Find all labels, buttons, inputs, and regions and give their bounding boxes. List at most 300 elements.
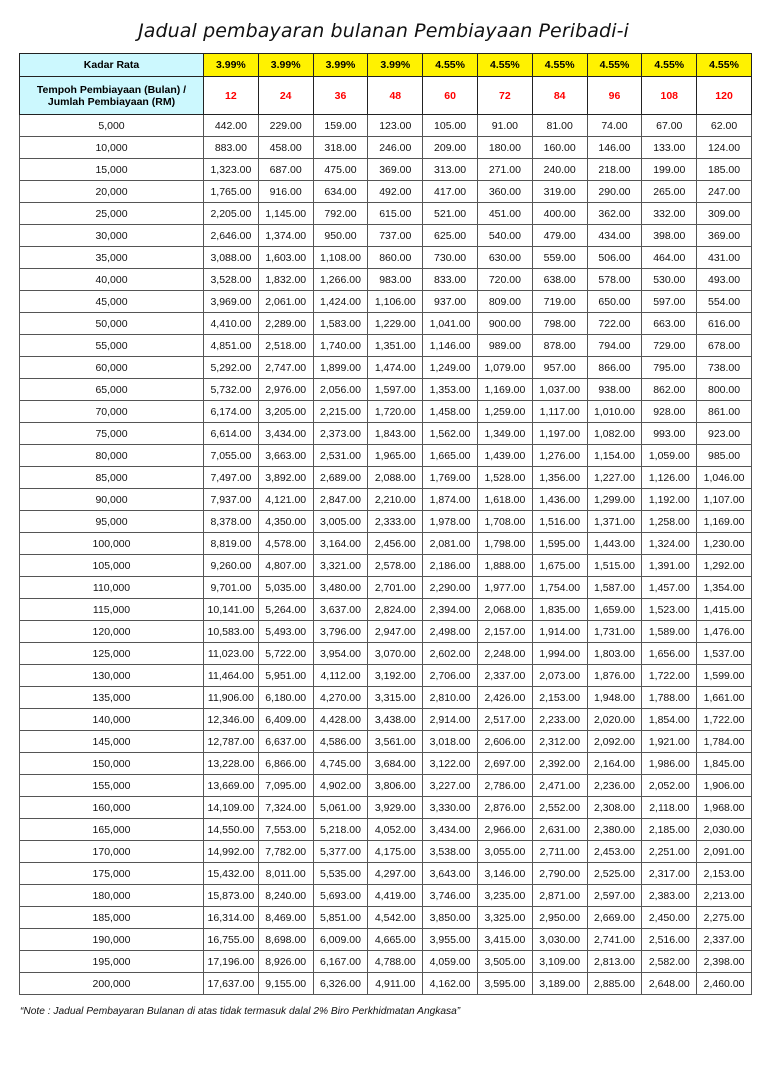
table-row (20, 709, 752, 731)
monthly-payment-cell: 2,030.00 (697, 819, 752, 841)
monthly-payment-cell: 12,346.00 (204, 709, 259, 731)
monthly-payment-cell: 2,741.00 (587, 929, 642, 951)
monthly-payment-cell: 4,112.00 (313, 665, 368, 687)
monthly-payment-cell: 5,218.00 (313, 819, 368, 841)
monthly-payment-cell: 133.00 (642, 137, 697, 159)
monthly-payment-cell: 729.00 (642, 335, 697, 357)
monthly-payment-cell: 2,020.00 (587, 709, 642, 731)
monthly-payment-cell: 1,258.00 (642, 511, 697, 533)
monthly-payment-cell: 730.00 (423, 247, 478, 269)
financing-amount-cell: 5,000 (20, 115, 204, 137)
monthly-payment-cell: 928.00 (642, 401, 697, 423)
monthly-payment-cell: 1,046.00 (697, 467, 752, 489)
monthly-payment-cell: 10,141.00 (204, 599, 259, 621)
financing-amount-cell: 75,000 (20, 423, 204, 445)
monthly-payment-cell: 493.00 (697, 269, 752, 291)
monthly-payment-cell: 6,637.00 (258, 731, 313, 753)
monthly-payment-cell: 3,055.00 (477, 841, 532, 863)
monthly-payment-cell: 1,740.00 (313, 335, 368, 357)
monthly-payment-cell: 3,643.00 (423, 863, 478, 885)
monthly-payment-cell: 1,788.00 (642, 687, 697, 709)
monthly-payment-cell: 3,030.00 (532, 929, 587, 951)
monthly-payment-cell: 2,236.00 (587, 775, 642, 797)
monthly-payment-cell: 4,297.00 (368, 863, 423, 885)
monthly-payment-cell: 738.00 (697, 357, 752, 379)
monthly-payment-cell: 993.00 (642, 423, 697, 445)
monthly-payment-cell: 7,782.00 (258, 841, 313, 863)
monthly-payment-cell: 3,850.00 (423, 907, 478, 929)
monthly-payment-cell: 265.00 (642, 181, 697, 203)
table-row (20, 885, 752, 907)
table-row (20, 841, 752, 863)
monthly-payment-cell: 2,081.00 (423, 533, 478, 555)
table-row (20, 929, 752, 951)
monthly-payment-cell: 2,914.00 (423, 709, 478, 731)
monthly-payment-cell: 7,497.00 (204, 467, 259, 489)
monthly-payment-cell: 1,349.00 (477, 423, 532, 445)
monthly-payment-cell: 1,843.00 (368, 423, 423, 445)
monthly-payment-cell: 9,260.00 (204, 555, 259, 577)
monthly-payment-cell: 247.00 (697, 181, 752, 203)
monthly-payment-cell: 983.00 (368, 269, 423, 291)
monthly-payment-cell: 17,196.00 (204, 951, 259, 973)
financing-amount-cell: 155,000 (20, 775, 204, 797)
monthly-payment-cell: 2,711.00 (532, 841, 587, 863)
monthly-payment-cell: 2,669.00 (587, 907, 642, 929)
monthly-payment-cell: 4,270.00 (313, 687, 368, 709)
monthly-payment-cell: 4,428.00 (313, 709, 368, 731)
tenor-cell: 48 (368, 77, 423, 115)
tenor-cell: 84 (532, 77, 587, 115)
monthly-payment-cell: 14,550.00 (204, 819, 259, 841)
monthly-payment-cell: 4,911.00 (368, 973, 423, 995)
rate-cell: 4.55% (587, 54, 642, 77)
monthly-payment-cell: 1,835.00 (532, 599, 587, 621)
monthly-payment-cell: 800.00 (697, 379, 752, 401)
monthly-payment-cell: 2,333.00 (368, 511, 423, 533)
monthly-payment-cell: 417.00 (423, 181, 478, 203)
monthly-payment-cell: 9,155.00 (258, 973, 313, 995)
table-row (20, 137, 752, 159)
monthly-payment-cell: 630.00 (477, 247, 532, 269)
monthly-payment-cell: 6,326.00 (313, 973, 368, 995)
monthly-payment-cell: 3,528.00 (204, 269, 259, 291)
monthly-payment-cell: 2,061.00 (258, 291, 313, 313)
monthly-payment-cell: 160.00 (532, 137, 587, 159)
table-row (20, 973, 752, 995)
monthly-payment-cell: 2,153.00 (697, 863, 752, 885)
monthly-payment-cell: 1,424.00 (313, 291, 368, 313)
monthly-payment-cell: 2,205.00 (204, 203, 259, 225)
monthly-payment-cell: 678.00 (697, 335, 752, 357)
monthly-payment-cell: 2,947.00 (368, 621, 423, 643)
financing-amount-cell: 35,000 (20, 247, 204, 269)
monthly-payment-cell: 124.00 (697, 137, 752, 159)
footnote: “Note : Jadual Pembayaran Bulanan di atas tidak termasuk dalal 2% Biro Perkhidmatan Angkasa” (20, 1006, 461, 1017)
monthly-payment-cell: 1,059.00 (642, 445, 697, 467)
monthly-payment-cell: 794.00 (587, 335, 642, 357)
monthly-payment-cell: 2,706.00 (423, 665, 478, 687)
monthly-payment-cell: 540.00 (477, 225, 532, 247)
rate-cell: 4.55% (532, 54, 587, 77)
monthly-payment-cell: 3,929.00 (368, 797, 423, 819)
monthly-payment-cell: 1,323.00 (204, 159, 259, 181)
monthly-payment-cell: 3,637.00 (313, 599, 368, 621)
rate-header-row (20, 54, 752, 77)
financing-amount-cell: 15,000 (20, 159, 204, 181)
monthly-payment-cell: 319.00 (532, 181, 587, 203)
monthly-payment-cell: 638.00 (532, 269, 587, 291)
monthly-payment-cell: 2,275.00 (697, 907, 752, 929)
monthly-payment-cell: 554.00 (697, 291, 752, 313)
monthly-payment-cell: 3,684.00 (368, 753, 423, 775)
monthly-payment-cell: 2,689.00 (313, 467, 368, 489)
monthly-payment-cell: 1,769.00 (423, 467, 478, 489)
monthly-payment-cell: 16,755.00 (204, 929, 259, 951)
monthly-payment-cell: 1,276.00 (532, 445, 587, 467)
monthly-payment-cell: 2,088.00 (368, 467, 423, 489)
monthly-payment-cell: 2,456.00 (368, 533, 423, 555)
monthly-payment-cell: 8,819.00 (204, 533, 259, 555)
monthly-payment-cell: 4,410.00 (204, 313, 259, 335)
monthly-payment-cell: 1,720.00 (368, 401, 423, 423)
monthly-payment-cell: 2,453.00 (587, 841, 642, 863)
monthly-payment-cell: 2,471.00 (532, 775, 587, 797)
monthly-payment-cell: 4,162.00 (423, 973, 478, 995)
monthly-payment-cell: 16,314.00 (204, 907, 259, 929)
monthly-payment-cell: 6,180.00 (258, 687, 313, 709)
monthly-payment-cell: 2,847.00 (313, 489, 368, 511)
monthly-payment-cell: 2,312.00 (532, 731, 587, 753)
monthly-payment-cell: 13,669.00 (204, 775, 259, 797)
table-row (20, 797, 752, 819)
monthly-payment-cell: 2,317.00 (642, 863, 697, 885)
monthly-payment-cell: 7,055.00 (204, 445, 259, 467)
monthly-payment-cell: 442.00 (204, 115, 259, 137)
table-row (20, 511, 752, 533)
financing-amount-cell: 115,000 (20, 599, 204, 621)
monthly-payment-cell: 559.00 (532, 247, 587, 269)
financing-amount-cell: 195,000 (20, 951, 204, 973)
financing-amount-cell: 140,000 (20, 709, 204, 731)
monthly-payment-cell: 1,108.00 (313, 247, 368, 269)
monthly-payment-cell: 6,409.00 (258, 709, 313, 731)
table-row (20, 313, 752, 335)
monthly-payment-cell: 634.00 (313, 181, 368, 203)
rate-header-label: Kadar Rata (20, 54, 204, 77)
financing-amount-cell: 125,000 (20, 643, 204, 665)
tenor-cell: 96 (587, 77, 642, 115)
financing-amount-cell: 135,000 (20, 687, 204, 709)
monthly-payment-cell: 719.00 (532, 291, 587, 313)
monthly-payment-cell: 1,603.00 (258, 247, 313, 269)
monthly-payment-cell: 2,213.00 (697, 885, 752, 907)
monthly-payment-cell: 1,722.00 (697, 709, 752, 731)
monthly-payment-cell: 2,068.00 (477, 599, 532, 621)
table-row (20, 577, 752, 599)
monthly-payment-cell: 11,464.00 (204, 665, 259, 687)
monthly-payment-cell: 4,665.00 (368, 929, 423, 951)
monthly-payment-cell: 2,786.00 (477, 775, 532, 797)
monthly-payment-cell: 5,535.00 (313, 863, 368, 885)
financing-amount-cell: 190,000 (20, 929, 204, 951)
monthly-payment-cell: 1,921.00 (642, 731, 697, 753)
rate-cell: 3.99% (313, 54, 368, 77)
monthly-payment-cell: 6,167.00 (313, 951, 368, 973)
monthly-payment-cell: 506.00 (587, 247, 642, 269)
monthly-payment-cell: 937.00 (423, 291, 478, 313)
monthly-payment-cell: 81.00 (532, 115, 587, 137)
monthly-payment-cell: 5,035.00 (258, 577, 313, 599)
monthly-payment-cell: 2,648.00 (642, 973, 697, 995)
financing-amount-cell: 80,000 (20, 445, 204, 467)
monthly-payment-cell: 3,315.00 (368, 687, 423, 709)
monthly-payment-cell: 1,079.00 (477, 357, 532, 379)
monthly-payment-cell: 2,056.00 (313, 379, 368, 401)
monthly-payment-cell: 1,374.00 (258, 225, 313, 247)
monthly-payment-cell: 530.00 (642, 269, 697, 291)
monthly-payment-cell: 400.00 (532, 203, 587, 225)
monthly-payment-cell: 5,693.00 (313, 885, 368, 907)
monthly-payment-cell: 434.00 (587, 225, 642, 247)
monthly-payment-cell: 218.00 (587, 159, 642, 181)
monthly-payment-cell: 3,088.00 (204, 247, 259, 269)
table-row (20, 599, 752, 621)
table-row (20, 203, 752, 225)
monthly-payment-cell: 2,976.00 (258, 379, 313, 401)
monthly-payment-cell: 2,426.00 (477, 687, 532, 709)
monthly-payment-cell: 4,059.00 (423, 951, 478, 973)
monthly-payment-cell: 1,523.00 (642, 599, 697, 621)
monthly-payment-cell: 492.00 (368, 181, 423, 203)
monthly-payment-cell: 199.00 (642, 159, 697, 181)
monthly-payment-cell: 8,240.00 (258, 885, 313, 907)
monthly-payment-cell: 1,597.00 (368, 379, 423, 401)
monthly-payment-cell: 2,646.00 (204, 225, 259, 247)
table-row (20, 863, 752, 885)
monthly-payment-cell: 1,259.00 (477, 401, 532, 423)
monthly-payment-cell: 6,174.00 (204, 401, 259, 423)
financing-amount-cell: 150,000 (20, 753, 204, 775)
table-row (20, 247, 752, 269)
monthly-payment-cell: 597.00 (642, 291, 697, 313)
monthly-payment-cell: 91.00 (477, 115, 532, 137)
monthly-payment-cell: 2,824.00 (368, 599, 423, 621)
monthly-payment-cell: 3,227.00 (423, 775, 478, 797)
table-row (20, 335, 752, 357)
monthly-payment-cell: 1,765.00 (204, 181, 259, 203)
monthly-payment-cell: 1,169.00 (477, 379, 532, 401)
monthly-payment-cell: 1,154.00 (587, 445, 642, 467)
monthly-payment-cell: 2,966.00 (477, 819, 532, 841)
monthly-payment-cell: 2,392.00 (532, 753, 587, 775)
monthly-payment-cell: 2,153.00 (532, 687, 587, 709)
table-row (20, 401, 752, 423)
monthly-payment-cell: 2,602.00 (423, 643, 478, 665)
monthly-payment-cell: 1,457.00 (642, 577, 697, 599)
monthly-payment-cell: 4,121.00 (258, 489, 313, 511)
monthly-payment-cell: 3,954.00 (313, 643, 368, 665)
monthly-payment-cell: 209.00 (423, 137, 478, 159)
financing-amount-cell: 50,000 (20, 313, 204, 335)
monthly-payment-cell: 1,994.00 (532, 643, 587, 665)
monthly-payment-cell: 5,493.00 (258, 621, 313, 643)
tenor-cell: 108 (642, 77, 697, 115)
monthly-payment-cell: 2,373.00 (313, 423, 368, 445)
monthly-payment-cell: 1,415.00 (697, 599, 752, 621)
tenor-cell: 12 (204, 77, 259, 115)
monthly-payment-cell: 985.00 (697, 445, 752, 467)
financing-amount-cell: 40,000 (20, 269, 204, 291)
monthly-payment-cell: 1,599.00 (697, 665, 752, 687)
monthly-payment-cell: 2,582.00 (642, 951, 697, 973)
financing-amount-cell: 180,000 (20, 885, 204, 907)
monthly-payment-cell: 2,701.00 (368, 577, 423, 599)
monthly-payment-cell: 451.00 (477, 203, 532, 225)
tenor-header-label-line2: Jumlah Pembiayaan (RM) (47, 95, 176, 108)
monthly-payment-cell: 2,606.00 (477, 731, 532, 753)
monthly-payment-cell: 240.00 (532, 159, 587, 181)
table-row (20, 643, 752, 665)
monthly-payment-cell: 2,394.00 (423, 599, 478, 621)
monthly-payment-cell: 4,902.00 (313, 775, 368, 797)
monthly-payment-cell: 3,561.00 (368, 731, 423, 753)
monthly-payment-cell: 14,992.00 (204, 841, 259, 863)
monthly-payment-cell: 1,948.00 (587, 687, 642, 709)
monthly-payment-cell: 3,538.00 (423, 841, 478, 863)
monthly-payment-cell: 4,542.00 (368, 907, 423, 929)
monthly-payment-cell: 3,164.00 (313, 533, 368, 555)
monthly-payment-cell: 62.00 (697, 115, 752, 137)
monthly-payment-cell: 878.00 (532, 335, 587, 357)
monthly-payment-cell: 2,215.00 (313, 401, 368, 423)
monthly-payment-cell: 1,436.00 (532, 489, 587, 511)
monthly-payment-cell: 4,807.00 (258, 555, 313, 577)
monthly-payment-cell: 1,986.00 (642, 753, 697, 775)
monthly-payment-cell: 6,009.00 (313, 929, 368, 951)
tenor-header-row (20, 77, 752, 115)
monthly-payment-cell: 3,109.00 (532, 951, 587, 973)
monthly-payment-cell: 1,876.00 (587, 665, 642, 687)
monthly-payment-cell: 2,876.00 (477, 797, 532, 819)
table-row (20, 951, 752, 973)
monthly-payment-cell: 1,888.00 (477, 555, 532, 577)
monthly-payment-cell: 2,248.00 (477, 643, 532, 665)
financing-amount-cell: 175,000 (20, 863, 204, 885)
monthly-payment-cell: 3,321.00 (313, 555, 368, 577)
monthly-payment-cell: 1,832.00 (258, 269, 313, 291)
monthly-payment-cell: 1,562.00 (423, 423, 478, 445)
table-row (20, 775, 752, 797)
monthly-payment-cell: 1,082.00 (587, 423, 642, 445)
monthly-payment-cell: 1,249.00 (423, 357, 478, 379)
financing-amount-cell: 185,000 (20, 907, 204, 929)
monthly-payment-cell: 1,675.00 (532, 555, 587, 577)
rate-cell: 3.99% (368, 54, 423, 77)
table-row (20, 445, 752, 467)
rate-cell: 4.55% (642, 54, 697, 77)
monthly-payment-cell: 159.00 (313, 115, 368, 137)
monthly-payment-cell: 369.00 (368, 159, 423, 181)
financing-amount-cell: 25,000 (20, 203, 204, 225)
monthly-payment-cell: 3,018.00 (423, 731, 478, 753)
monthly-payment-cell: 74.00 (587, 115, 642, 137)
monthly-payment-cell: 2,383.00 (642, 885, 697, 907)
monthly-payment-cell: 14,109.00 (204, 797, 259, 819)
financing-amount-cell: 30,000 (20, 225, 204, 247)
monthly-payment-cell: 1,798.00 (477, 533, 532, 555)
monthly-payment-cell: 2,525.00 (587, 863, 642, 885)
monthly-payment-cell: 3,806.00 (368, 775, 423, 797)
monthly-payment-cell: 833.00 (423, 269, 478, 291)
monthly-payment-cell: 398.00 (642, 225, 697, 247)
monthly-payment-cell: 1,731.00 (587, 621, 642, 643)
monthly-payment-cell: 1,391.00 (642, 555, 697, 577)
monthly-payment-cell: 1,803.00 (587, 643, 642, 665)
monthly-payment-cell: 3,796.00 (313, 621, 368, 643)
monthly-payment-cell: 13,228.00 (204, 753, 259, 775)
monthly-payment-cell: 2,460.00 (697, 973, 752, 995)
monthly-payment-cell: 1,595.00 (532, 533, 587, 555)
monthly-payment-cell: 17,637.00 (204, 973, 259, 995)
financing-amount-cell: 170,000 (20, 841, 204, 863)
monthly-payment-cell: 1,299.00 (587, 489, 642, 511)
monthly-payment-cell: 5,732.00 (204, 379, 259, 401)
table-row (20, 269, 752, 291)
monthly-payment-cell: 9,701.00 (204, 577, 259, 599)
monthly-payment-cell: 3,892.00 (258, 467, 313, 489)
monthly-payment-cell: 8,926.00 (258, 951, 313, 973)
table-row (20, 115, 752, 137)
financing-amount-cell: 20,000 (20, 181, 204, 203)
monthly-payment-cell: 3,235.00 (477, 885, 532, 907)
monthly-payment-cell: 10,583.00 (204, 621, 259, 643)
table-row (20, 489, 752, 511)
rate-cell: 4.55% (697, 54, 752, 77)
monthly-payment-cell: 1,356.00 (532, 467, 587, 489)
monthly-payment-cell: 1,474.00 (368, 357, 423, 379)
financing-amount-cell: 45,000 (20, 291, 204, 313)
monthly-payment-cell: 2,498.00 (423, 621, 478, 643)
monthly-payment-cell: 15,873.00 (204, 885, 259, 907)
monthly-payment-cell: 2,210.00 (368, 489, 423, 511)
monthly-payment-cell: 3,070.00 (368, 643, 423, 665)
table-row (20, 379, 752, 401)
monthly-payment-cell: 3,434.00 (423, 819, 478, 841)
monthly-payment-cell: 1,978.00 (423, 511, 478, 533)
tenor-header-label (20, 77, 204, 115)
financing-amount-cell: 100,000 (20, 533, 204, 555)
monthly-payment-cell: 123.00 (368, 115, 423, 137)
monthly-payment-cell: 1,037.00 (532, 379, 587, 401)
monthly-payment-cell: 2,092.00 (587, 731, 642, 753)
monthly-payment-cell: 737.00 (368, 225, 423, 247)
financing-amount-cell: 145,000 (20, 731, 204, 753)
financing-amount-cell: 65,000 (20, 379, 204, 401)
monthly-payment-cell: 4,350.00 (258, 511, 313, 533)
monthly-payment-cell: 271.00 (477, 159, 532, 181)
monthly-payment-cell: 720.00 (477, 269, 532, 291)
monthly-payment-cell: 3,330.00 (423, 797, 478, 819)
monthly-payment-cell: 916.00 (258, 181, 313, 203)
monthly-payment-cell: 3,122.00 (423, 753, 478, 775)
monthly-payment-cell: 229.00 (258, 115, 313, 137)
monthly-payment-cell: 1,656.00 (642, 643, 697, 665)
monthly-payment-cell: 2,290.00 (423, 577, 478, 599)
monthly-payment-cell: 3,663.00 (258, 445, 313, 467)
monthly-payment-cell: 883.00 (204, 137, 259, 159)
monthly-payment-cell: 2,950.00 (532, 907, 587, 929)
